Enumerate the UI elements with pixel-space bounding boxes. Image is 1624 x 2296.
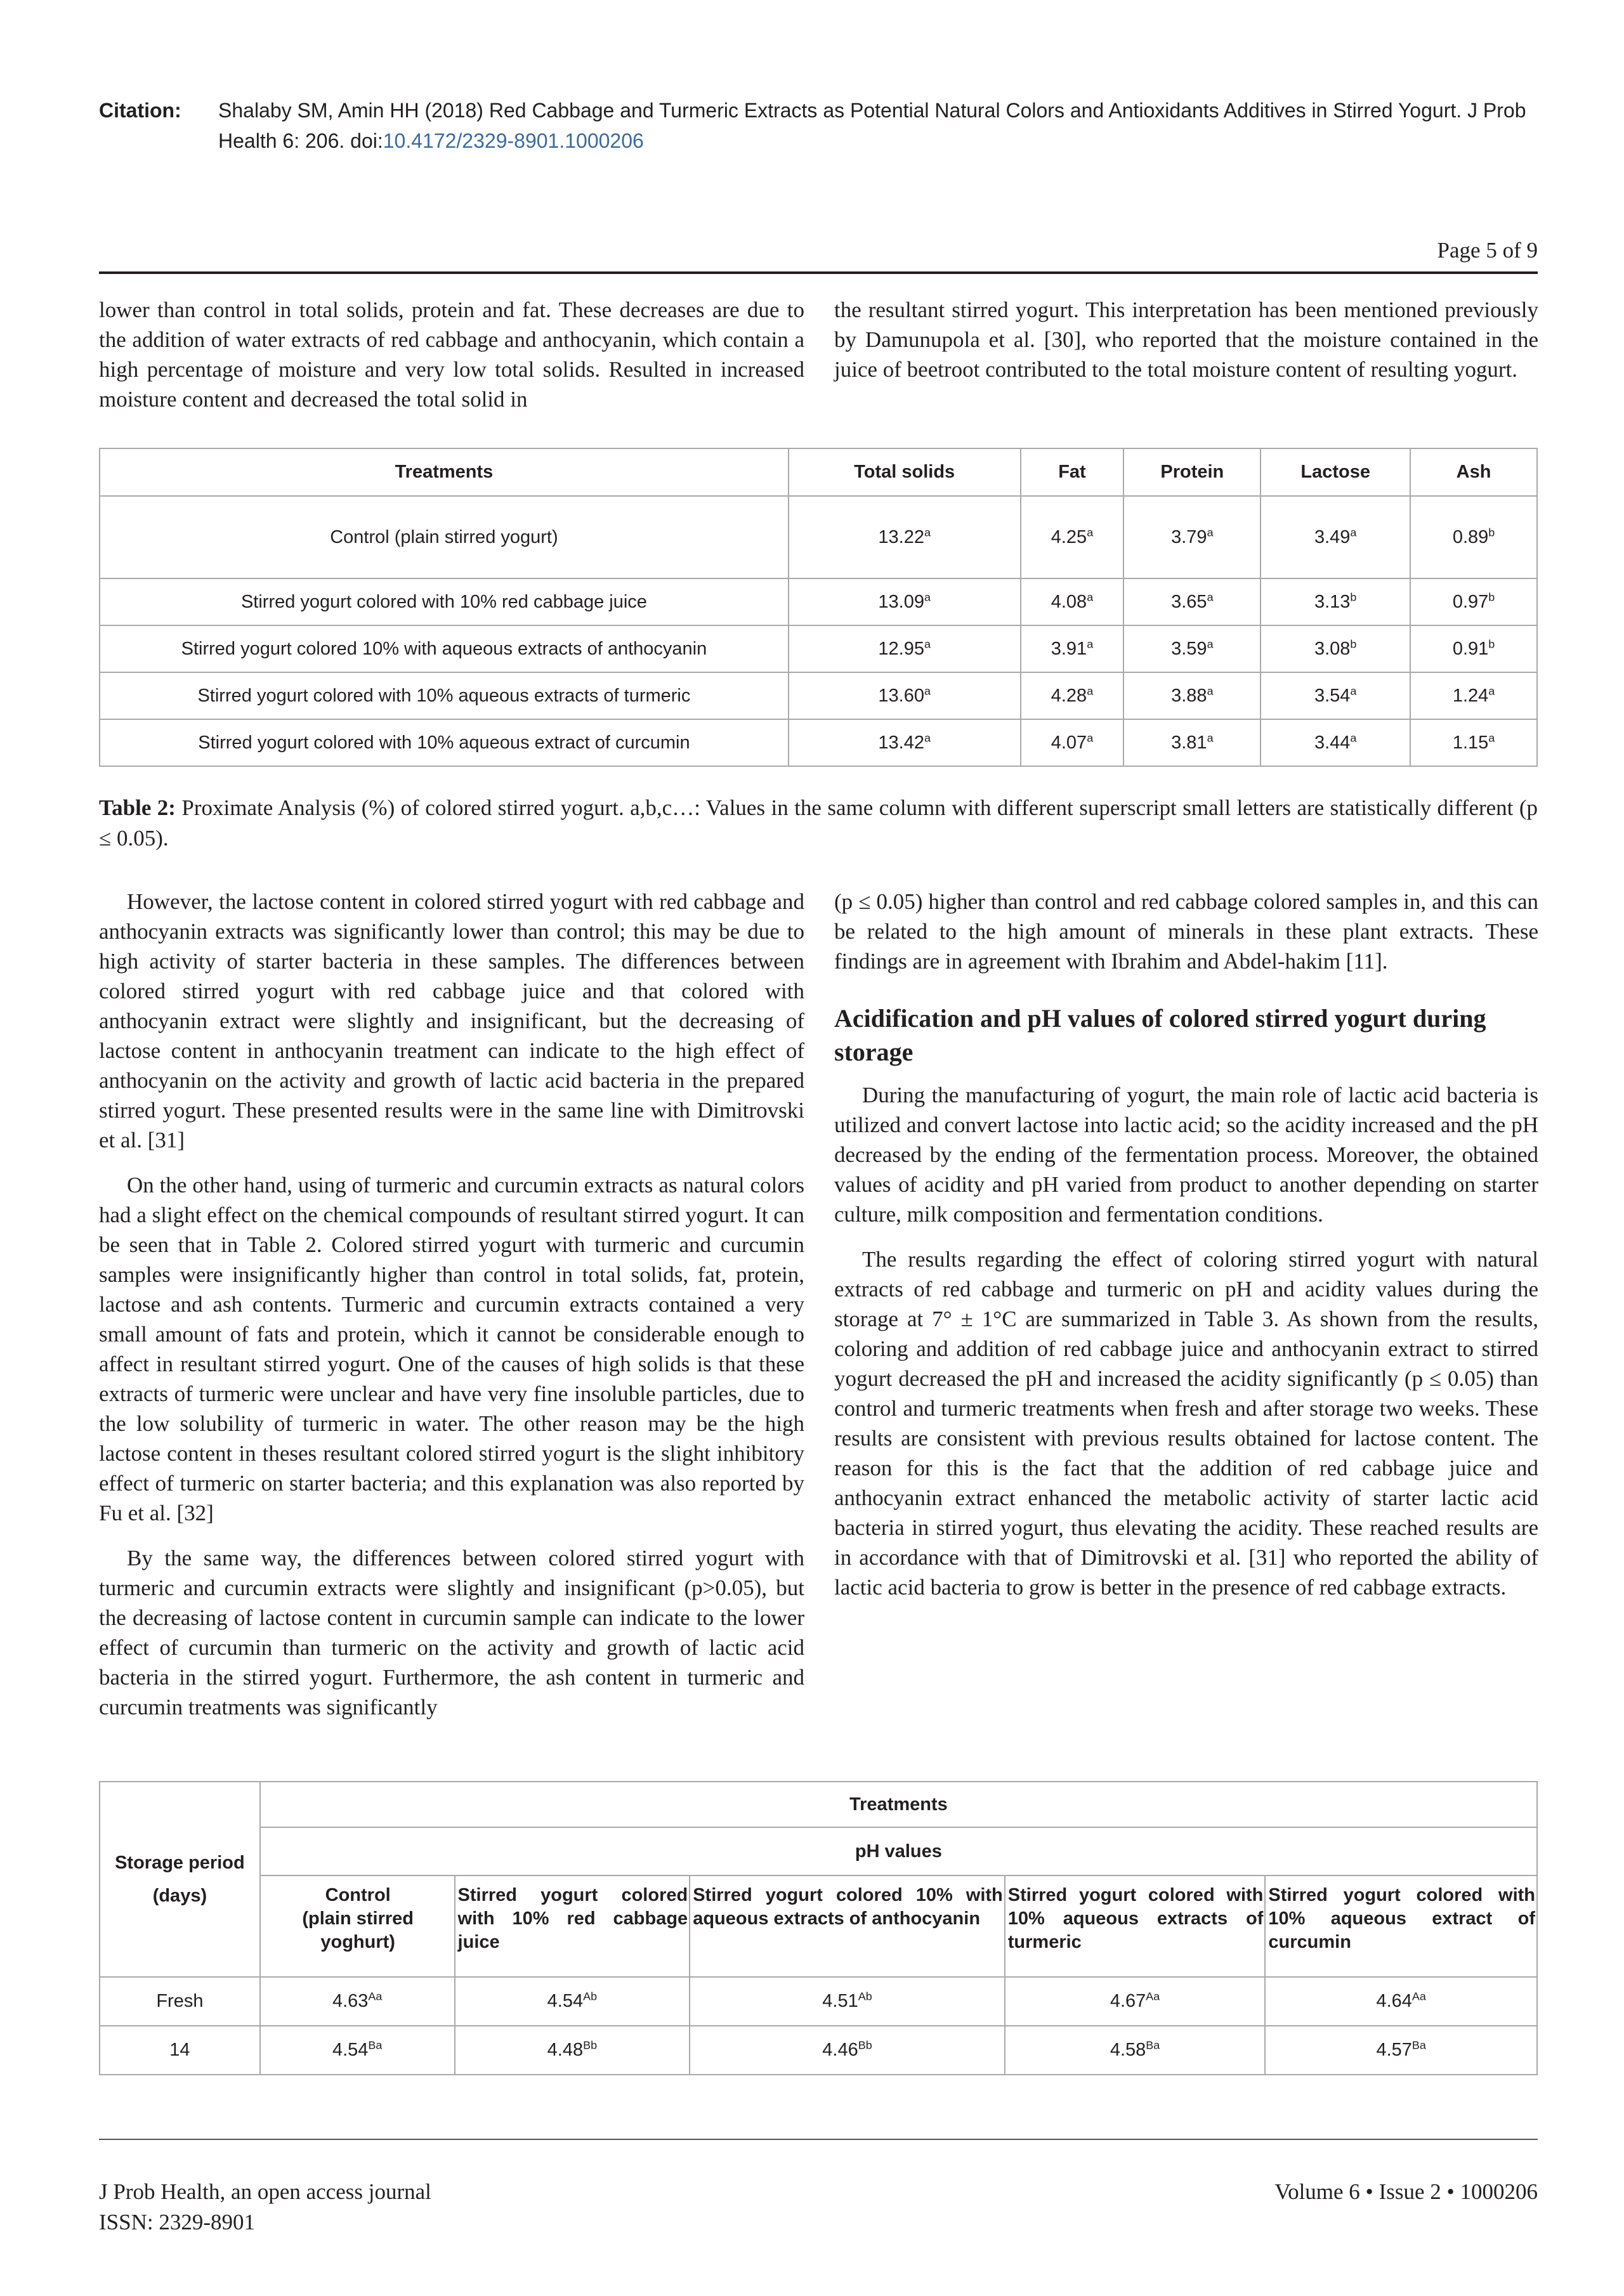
header-red-cabbage: Stirred yogurt colored with 10% red cabbage juice [455, 1875, 690, 1977]
value-cell: 3.91$^a$ [1021, 625, 1124, 672]
section-heading: Acidification and pH values of colored stirred yogurt during storage [834, 1004, 1486, 1066]
table-2-proximate-analysis [99, 448, 1538, 767]
value-cell: 13.60$^a$ [789, 672, 1021, 719]
value-cell: 1.24$^a$ [1410, 672, 1537, 719]
value-cell: $4.57^{Ba}$ [1265, 2026, 1537, 2075]
paragraph: During the manufacturing of yogurt, the main role of lactic acid bacteria is utilized and convert lactose into lactic acid; so the acidity increased and the pH decreased by the ending of the fermentation process. Moreover, the obtained values of acidity and pH varied from product to another depending on starter culture, milk composition and fermentation conditions. [834, 1083, 1538, 1227]
value-cell: 4.07$^a$ [1021, 719, 1124, 766]
value-cell: $4.54^{Ab}$ [455, 1977, 690, 2026]
header-lactose: Lactose [1261, 448, 1410, 496]
header-fat: Fat [1021, 448, 1124, 496]
caption-text: Proximate Analysis (%) of colored stirred yogurt. a,b,c…: Values in the same column with different superscript small letters are statistically different (p ≤ 0.05). [99, 795, 1538, 851]
value-cell: 4.25$^a$ [1021, 496, 1124, 578]
header-protein: Protein [1123, 448, 1261, 496]
table-row [100, 719, 1537, 766]
treatment-cell: Stirred yogurt colored with 10% red cabbage juice [100, 578, 789, 625]
footer-divider [99, 2139, 1538, 2140]
table-header-row [100, 1875, 1537, 1977]
value-cell: $4.64^{Aa}$ [1265, 1977, 1537, 2026]
value-cell: 0.97$^b$ [1410, 578, 1537, 625]
value-cell: 3.08$^b$ [1261, 625, 1410, 672]
value-cell: 3.81$^a$ [1123, 719, 1261, 766]
paragraph: (p ≤ 0.05) higher than control and red cabbage colored samples in, and this can be related to the high amount of minerals in these plant extracts. These findings are in agreement with Ibrahim and Abdel-hakim [11]. [834, 889, 1538, 974]
value-cell: 3.59$^a$ [1123, 625, 1261, 672]
left-column-top [99, 295, 804, 414]
caption-label: Table 2: [99, 795, 176, 820]
value-cell: 4.28$^a$ [1021, 672, 1124, 719]
value-cell: 12.95$^a$ [789, 625, 1021, 672]
citation-block [99, 95, 1539, 156]
header-ph-values: pH values [260, 1827, 1537, 1875]
value-cell: 0.89$^b$ [1410, 496, 1537, 578]
value-cell: $4.63^{Aa}$ [260, 1977, 455, 2026]
treatment-cell: Stirred yogurt colored 10% with aqueous extracts of anthocyanin [100, 625, 789, 672]
citation-reference: Shalaby SM, Amin HH (2018) Red Cabbage and Turmeric Extracts as Potential Natural Colors and Antioxidants Additives in Stirred Yogurt. J Prob Health 6: 206. doi: [218, 99, 1526, 152]
treatment-cell: Stirred yogurt colored with 10% aqueous extracts of turmeric [100, 672, 789, 719]
journal-name: J Prob Health, an open access journal [99, 2179, 431, 2204]
value-cell: 13.42$^a$ [789, 719, 1021, 766]
doi-link[interactable]: 10.4172/2329-8901.1000206 [383, 129, 644, 152]
table-row [100, 496, 1537, 578]
value-cell: $4.51^{Ab}$ [690, 1977, 1005, 2026]
paragraph: lower than control in total solids, protein and fat. These decreases are due to the addition of water extracts of red cabbage and anthocyanin, which contain a high percentage of moisture and very low total solids. Resulted in increased moisture content and decreased the total solid in [99, 297, 804, 412]
paragraph: On the other hand, using of turmeric and curcumin extracts as natural colors had a slight effect on the chemical compounds of resultant stirred yogurt. It can be seen that in Table 2. Colored stirred yogurt with turmeric and curcumin samples were insignificantly higher than control in total solids, fat, protein, lactose and ash contents. Turmeric and curcumin extracts contained a very small amount of fats and protein, which it cannot be considerable enough to affect in resultant stirred yogurt. One of the causes of high solids is that these extracts of turmeric were unclear and have very fine insoluble particles, due to the low solubility of turmeric in water. The other reason may be the high lactose content in theses resultant colored stirred yogurt is the slight inhibitory effect of turmeric on starter bacteria; and this explanation was also reported by Fu et al. [32] [99, 1173, 804, 1525]
value-cell: 4.08$^a$ [1021, 578, 1124, 625]
value-cell: $4.48^{Bb}$ [455, 2026, 690, 2075]
value-cell: 13.09$^a$ [789, 578, 1021, 625]
footer-volume: Volume 6 • Issue 2 • 1000206 [1274, 2179, 1538, 2204]
table-row [100, 578, 1537, 625]
header-storage-period: Storage period (days) [100, 1782, 260, 1977]
value-cell: 3.54$^a$ [1261, 672, 1410, 719]
table-2-caption [99, 793, 1538, 854]
right-column-main [834, 887, 1538, 1602]
treatment-cell: Control (plain stirred yogurt) [100, 496, 789, 578]
table-row [100, 672, 1537, 719]
footer-journal-info [99, 2177, 431, 2238]
paragraph: By the same way, the differences between colored stirred yogurt with turmeric and curcumin extracts were slightly and insignificant (p>0.05), but the decreasing of lactose content in curcumin sample can indicate to the lower effect of curcumin than turmeric on the activity and growth of lactic acid bacteria in the stirred yogurt. Furthermore, the ash content in turmeric and curcumin treatments was significantly [99, 1546, 804, 1719]
header-anthocyanin: Stirred yogurt colored 10% with aqueous extracts of anthocyanin [690, 1875, 1005, 1977]
value-cell: $4.46^{Bb}$ [690, 2026, 1005, 2075]
header-ash: Ash [1410, 448, 1537, 496]
value-cell: 3.79$^a$ [1123, 496, 1261, 578]
table-row [100, 2026, 1537, 2075]
value-cell: 3.13$^b$ [1261, 578, 1410, 625]
value-cell: 13.22$^a$ [789, 496, 1021, 578]
value-cell: 3.65$^a$ [1123, 578, 1261, 625]
header-divider [99, 271, 1538, 274]
issn: ISSN: 2329-8901 [99, 2210, 255, 2234]
paragraph: the resultant stirred yogurt. This interpretation has been mentioned previously by Damunupola et al. [30], who reported that the moisture contained in the juice of beetroot contributed to the total moisture content of resulting yogurt. [834, 297, 1538, 382]
paragraph: The results regarding the effect of coloring stirred yogurt with natural extracts of red cabbage and turmeric on pH and acidity values during the storage at 7° ± 1°C are summarized in Table 3. As shown from the results, coloring and addition of red cabbage juice and anthocyanin extract to stirred yogurt decreased the pH and increased the acidity significantly (p ≤ 0.05) than control and turmeric treatments when fresh and after storage two weeks. These results are consistent with previous results obtained for lactose content. The reason for this is the fact that the addition of red cabbage juice and anthocyanin extract enhanced the metabolic activity of starter lactic acid bacteria in stirred yogurt, thus elevating the acidity. These reached results are in accordance with that of Dimitrovski et al. [31] who reported the ability of lactic acid bacteria to grow is better in the presence of red cabbage extracts. [834, 1247, 1538, 1600]
value-cell: 0.91$^b$ [1410, 625, 1537, 672]
value-cell: 3.49$^a$ [1261, 496, 1410, 578]
value-cell: 3.44$^a$ [1261, 719, 1410, 766]
citation-text [218, 95, 1539, 156]
table-header-row [100, 448, 1537, 496]
paragraph: However, the lactose content in colored stirred yogurt with red cabbage and anthocyanin extracts was significantly lower than control; this may be due to high activity of starter bacteria in these samples. The differences between colored stirred yogurt with red cabbage juice and that colored with anthocyanin extract were slightly and insignificant, but the decreasing of lactose content in anthocyanin treatment can indicate to the high effect of anthocyanin on the activity and growth of lactic acid bacteria in the prepared stirred yogurt. These presented results were in the same line with Dimitrovski et al. [31] [99, 889, 804, 1152]
table-row [100, 625, 1537, 672]
period-cell: Fresh [100, 1977, 260, 2026]
left-column-main [99, 887, 804, 1722]
page-number: Page 5 of 9 [1437, 238, 1538, 263]
right-column-top [834, 295, 1538, 384]
header-total-solids: Total solids [789, 448, 1021, 496]
citation-label: Citation: [99, 99, 181, 122]
header-turmeric: Stirred yogurt colored with 10% aqueous extracts of turmeric [1005, 1875, 1266, 1977]
value-cell: 1.15$^a$ [1410, 719, 1537, 766]
table-row [100, 1977, 1537, 2026]
treatment-cell: Stirred yogurt colored with 10% aqueous extract of curcumin [100, 719, 789, 766]
header-treatments: Treatments [260, 1782, 1537, 1827]
period-cell: 14 [100, 2026, 260, 2075]
value-cell: 3.88$^a$ [1123, 672, 1261, 719]
header-control: Control (plain stirred yoghurt) [260, 1875, 455, 1977]
header-curcumin: Stirred yogurt colored with 10% aqueous extract of curcumin [1265, 1875, 1537, 1977]
header-treatments: Treatments [100, 448, 789, 496]
value-cell: $4.67^{Aa}$ [1005, 1977, 1266, 2026]
table-3-ph-values [99, 1781, 1538, 2075]
value-cell: $4.54^{Ba}$ [260, 2026, 455, 2075]
value-cell: $4.58^{Ba}$ [1005, 2026, 1266, 2075]
